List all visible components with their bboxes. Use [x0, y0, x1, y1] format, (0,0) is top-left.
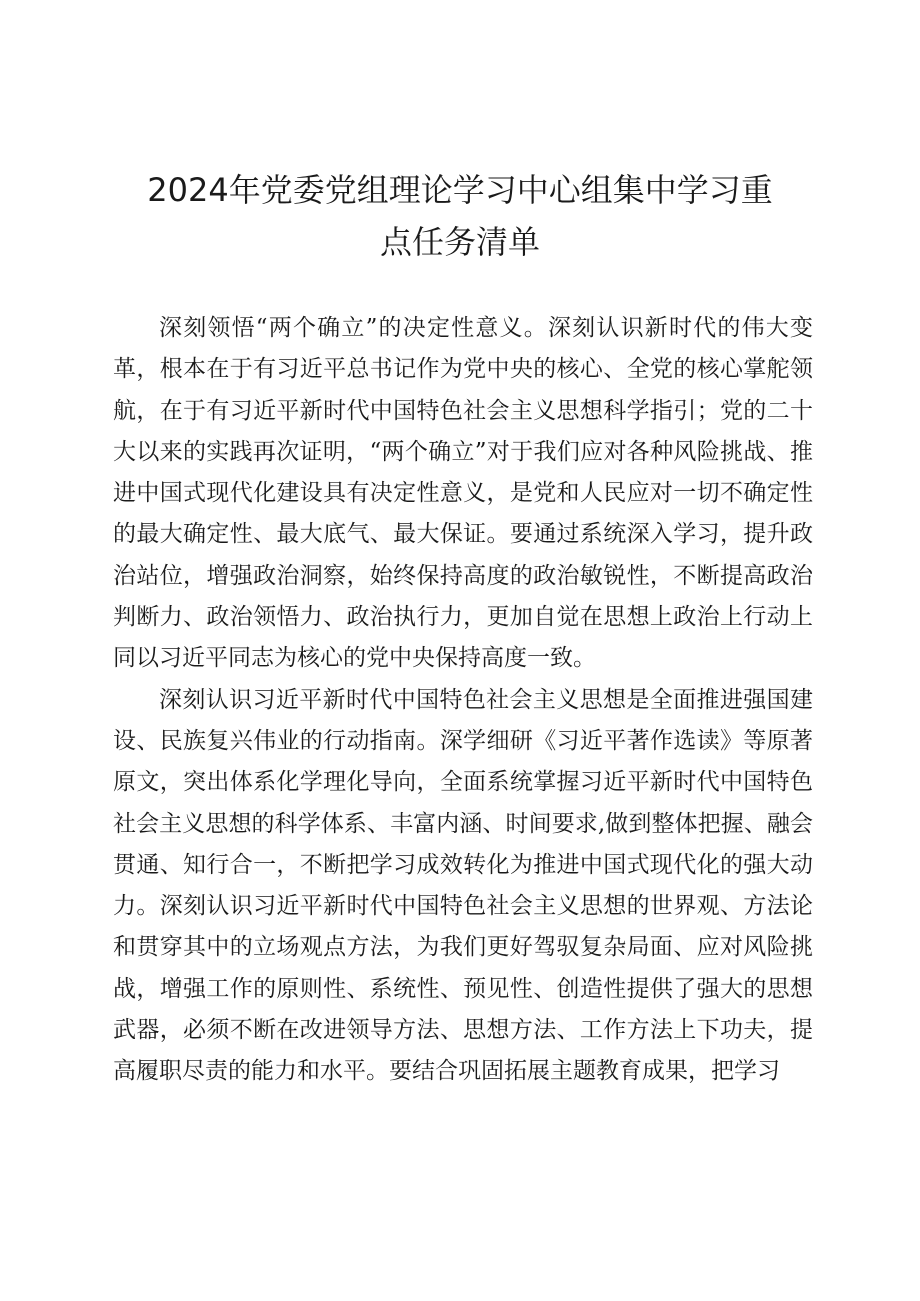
document-body [113, 308, 813, 1093]
document-title-line-1: 2024年党委党组理论学习中心组集中学习重 [147, 171, 773, 209]
paragraph-thought-guidance: 深刻认识习近平新时代中国特色社会主义思想是全面推进强国建设、民族复兴伟业的行动指南。深学细研《习近平著作选读》等原著原文，突出体系化学理化导向，全面系统掌握习近平新时代中国特色社会主义思想的科学体系、丰富内涵、时间要求,做到整体把握、融会贯通、知行合一，不断把学习成效转化为推进中国式现代化的强大动力。深刻认识习近平新时代中国特色社会主义思想的世界观、方法论和贯穿其中的立场观点方法，为我们更好驾驭复杂局面、应对风险挑战，增强工作的原则性、系统性、预见性、创造性提供了强大的思想武器，必须不断在改进领导方法、思想方法、工作方法上下功夫，提高履职尽责的能力和水平。要结合巩固拓展主题教育成果，把学习 [113, 686, 813, 1085]
document-title [120, 164, 800, 268]
paragraph-two-establishments: 深刻领悟“两个确立”的决定性意义。深刻认识新时代的伟大变革，根本在于有习近平总书记作为党中央的核心、全党的核心掌舵领航，在于有习近平新时代中国特色社会主义思想科学指引；党的二十大以来的实践再次证明，“两个确立”对于我们应对各种风险挑战、推进中国式现代化建设具有决定性意义，是党和人民应对一切不确定性的最大确定性、最大底气、最大保证。要通过系统深入学习，提升政治站位，增强政治洞察，始终保持高度的政治敏锐性，不断提高政治判断力、政治领悟力、政治执行力，更加自觉在思想上政治上行动上同以习近平同志为核心的党中央保持高度一致。 [113, 315, 813, 672]
document-title-line-2: 点任务清单 [379, 223, 540, 261]
